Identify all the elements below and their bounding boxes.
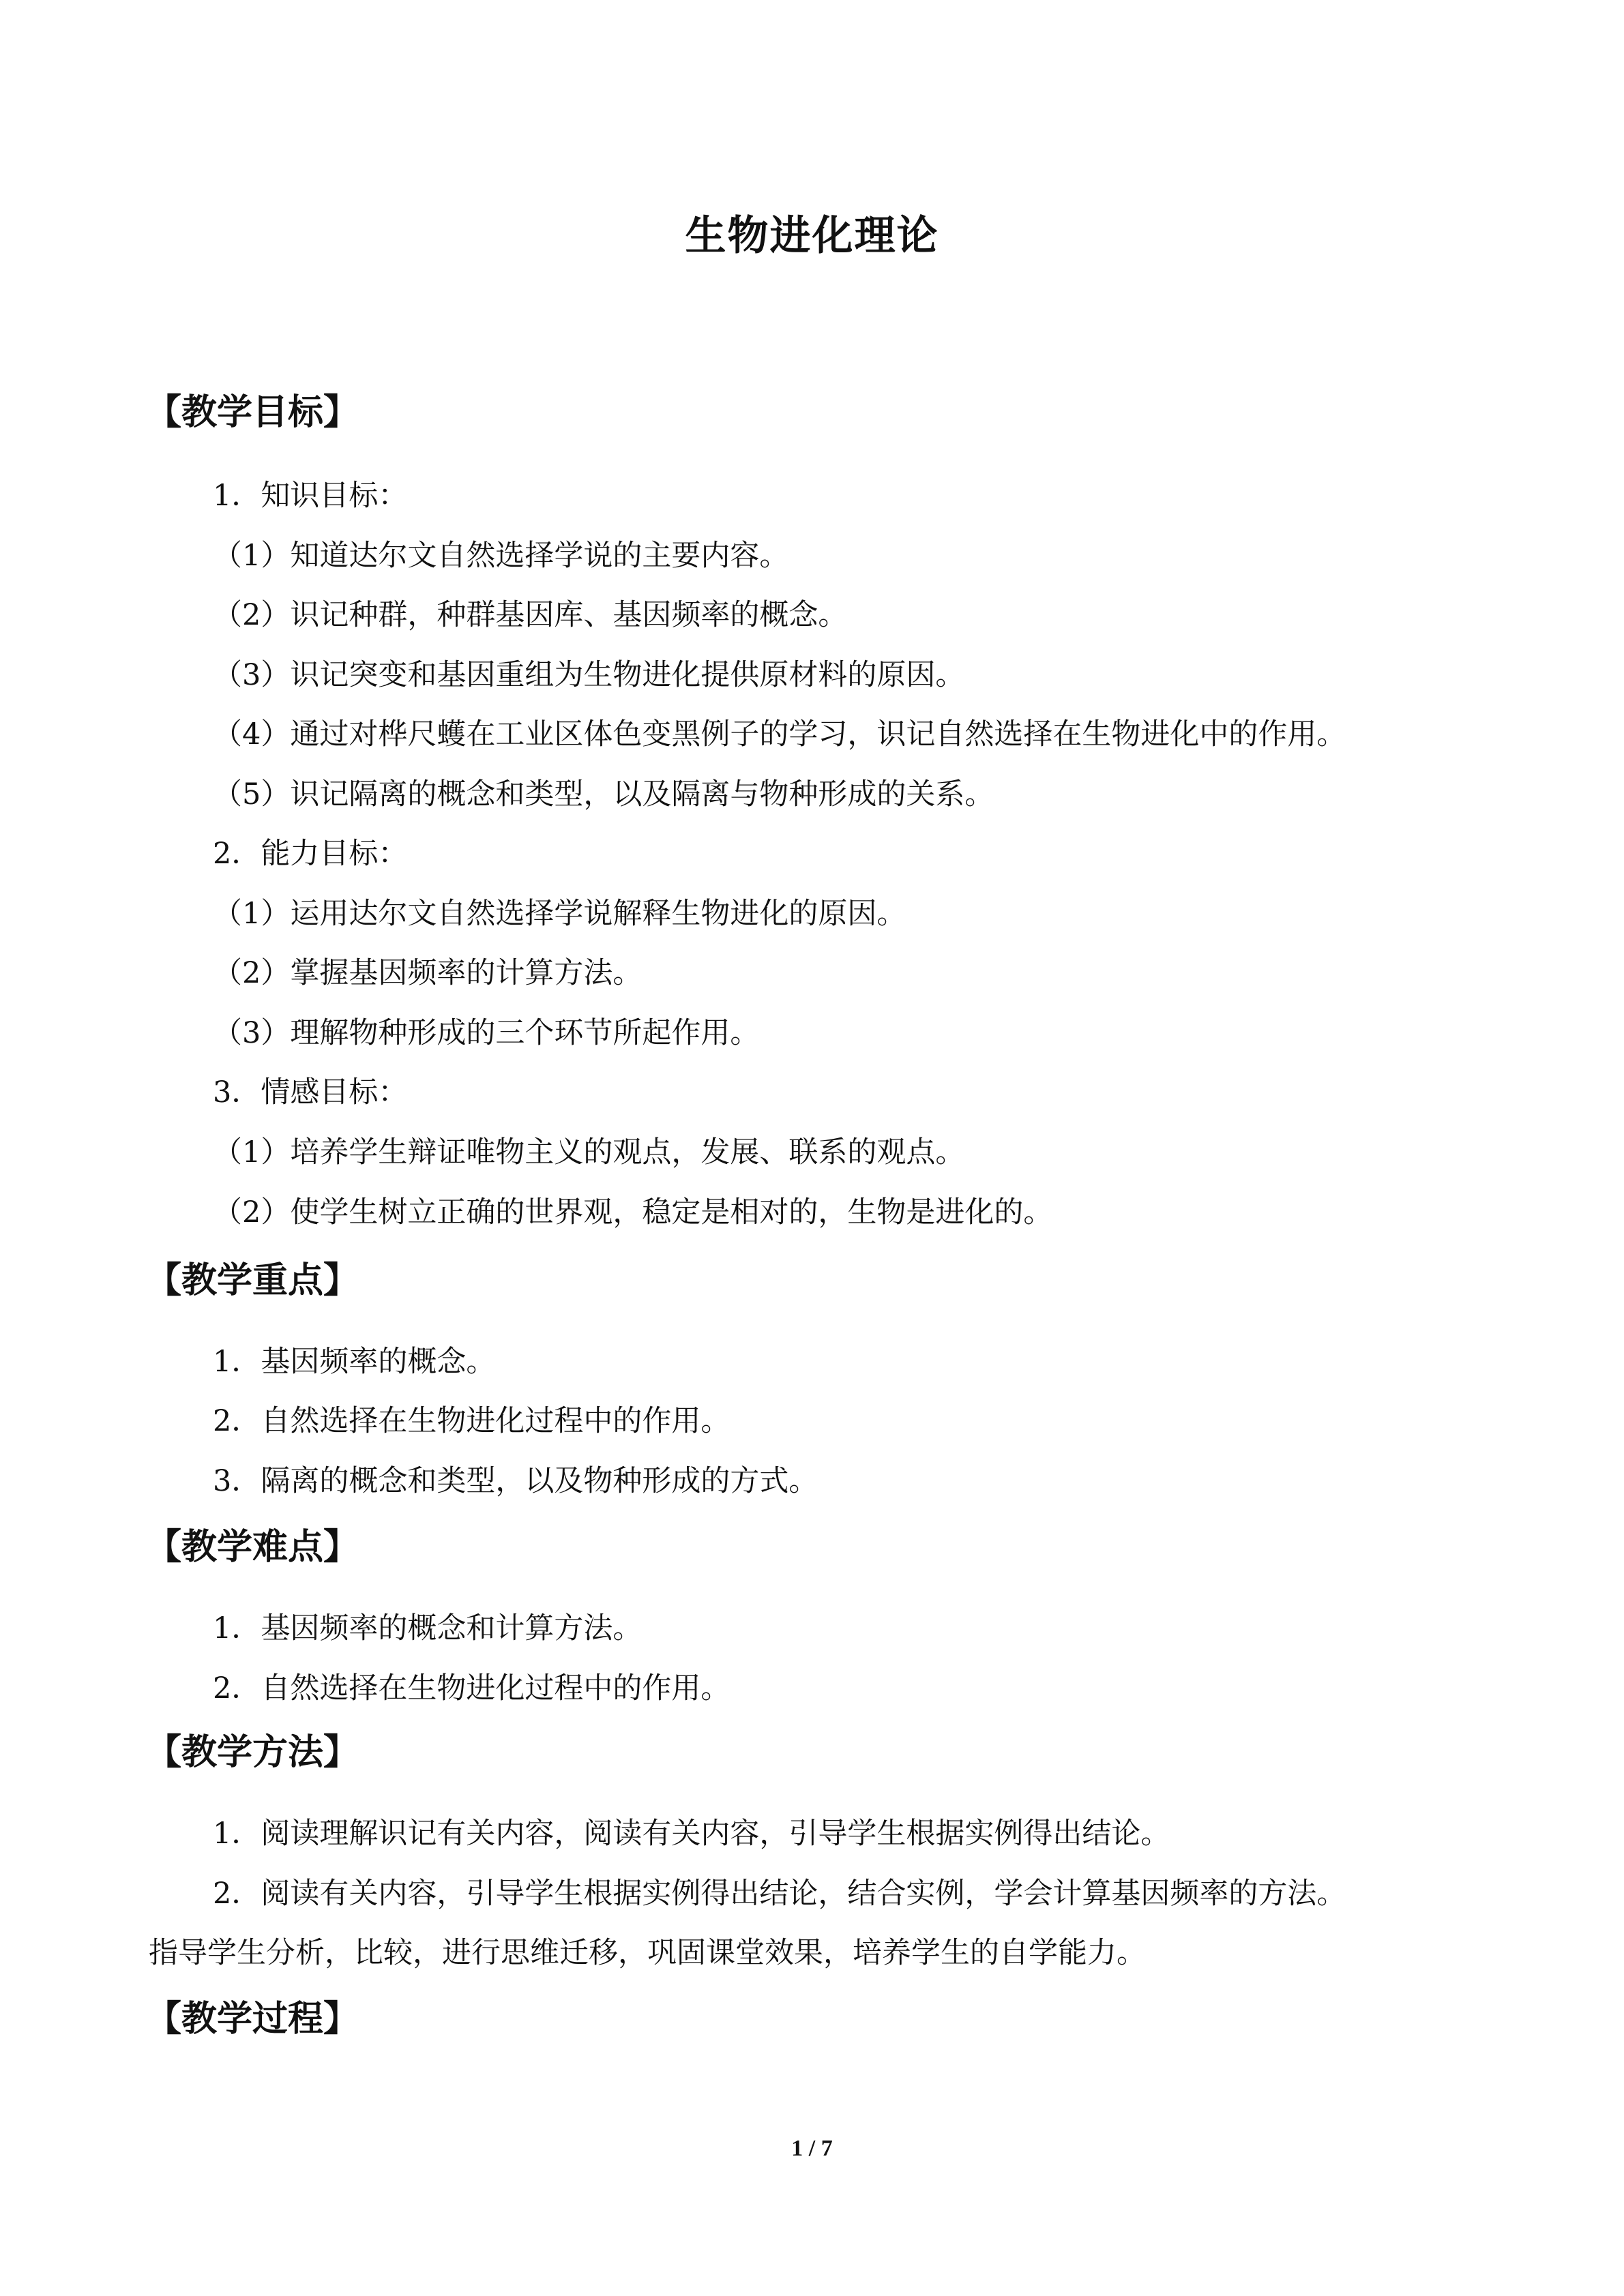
section-heading-process: 【教学过程】	[146, 1999, 359, 2040]
section-heading-teaching-objectives: 【教学目标】	[146, 392, 359, 433]
objective-emotion-item-1: （1）培养学生辩证唯物主义的观点，发展、联系的观点。	[213, 1135, 965, 1169]
objective-knowledge-item-4: （4）通过对桦尺蠖在工业区体色变黑例子的学习，识记自然选择在生物进化中的作用。	[213, 717, 1346, 751]
objective-ability-label: 2．能力目标：	[213, 837, 408, 871]
objective-knowledge-item-5: （5）识记隔离的概念和类型，以及隔离与物种形成的关系。	[213, 777, 994, 811]
objective-emotion-label: 3．情感目标：	[213, 1075, 408, 1109]
key-point-item-3: 3．隔离的概念和类型，以及物种形成的方式。	[213, 1464, 818, 1498]
objective-knowledge-label: 1．知识目标：	[213, 479, 408, 513]
objective-ability-item-1: （1）运用达尔文自然选择学说解释生物进化的原因。	[213, 897, 906, 931]
document-title: 生物进化理论	[685, 212, 939, 260]
section-heading-methods: 【教学方法】	[146, 1732, 359, 1773]
difficulty-item-1: 1．基因频率的概念和计算方法。	[213, 1611, 643, 1645]
key-point-item-1: 1．基因频率的概念。	[213, 1345, 496, 1379]
section-heading-key-points: 【教学重点】	[146, 1260, 359, 1301]
key-point-item-2: 2．自然选择在生物进化过程中的作用。	[213, 1404, 730, 1438]
objective-knowledge-item-1: （1）知道达尔文自然选择学说的主要内容。	[213, 539, 789, 573]
page-number: 1 / 7	[791, 2136, 833, 2161]
method-item-2: 2．阅读有关内容，引导学生根据实例得出结论，结合实例，学会计算基因频率的方法。	[213, 1877, 1346, 1911]
section-heading-difficulties: 【教学难点】	[146, 1527, 359, 1568]
objective-ability-item-2: （2）掌握基因频率的计算方法。	[213, 956, 643, 990]
method-item-2-continued: 指导学生分析，比较，进行思维迁移，巩固课堂效果，培养学生的自学能力。	[149, 1936, 1146, 1970]
difficulty-item-2: 2．自然选择在生物进化过程中的作用。	[213, 1671, 730, 1705]
objective-emotion-item-2: （2）使学生树立正确的世界观，稳定是相对的，生物是进化的。	[213, 1195, 1053, 1229]
method-item-1: 1．阅读理解识记有关内容，阅读有关内容，引导学生根据实例得出结论。	[213, 1817, 1170, 1851]
objective-knowledge-item-2: （2）识记种群，种群基因库、基因频率的概念。	[213, 598, 848, 632]
objective-knowledge-item-3: （3）识记突变和基因重组为生物进化提供原材料的原因。	[213, 658, 965, 692]
objective-ability-item-3: （3）理解物种形成的三个环节所起作用。	[213, 1016, 760, 1050]
